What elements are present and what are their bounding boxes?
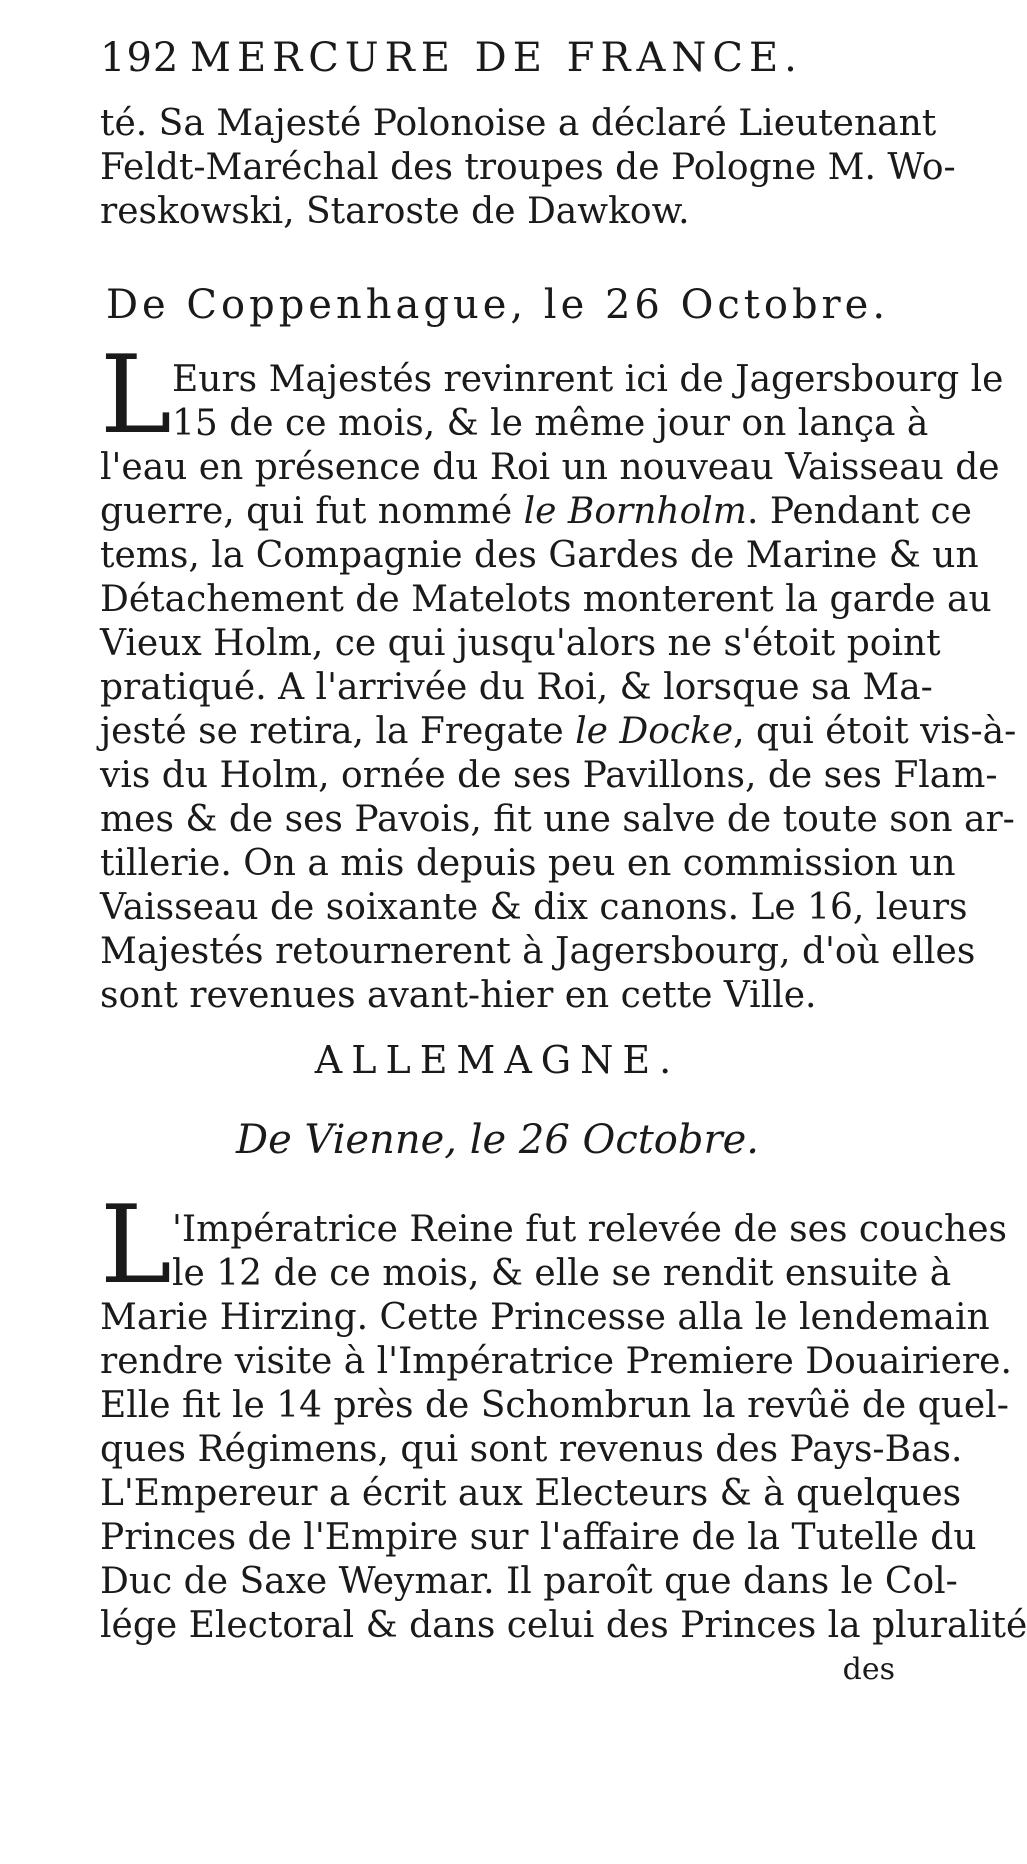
line-text: , qui étoit vis-à- [733,711,1017,752]
paragraph-line: Eurs Majestés revinrent ici de Jagersbourg le [172,359,1004,400]
paragraph-line: vis du Holm, ornée de ses Pavillons, de ses Flam- [100,755,998,796]
paragraph-line: Détachement de Matelots monterent la garde au [100,579,992,620]
paragraph-line: lége Electoral & dans celui des Princes la pluralité [100,1605,1027,1646]
line-text: . Pendant ce [746,491,972,532]
paragraph-line: L'Empereur a écrit aux Electeurs & à quelques [100,1473,962,1514]
ship-name: le Bornholm [523,491,747,532]
paragraph-line: sont revenues avant-hier en cette Ville. [100,975,817,1016]
paragraph-line: Elle fit le 14 près de Schombrun la revûë de quel- [100,1385,1009,1426]
intro-line: reskowski, Staroste de Dawkow. [100,191,690,232]
page-header [100,28,880,88]
section-heading-vienne: De Vienne, le 26 Octobre. [236,1117,759,1163]
paragraph-line: Vaisseau de soixante & dix canons. Le 16, leurs [100,887,968,928]
page-number: 192 [100,35,180,81]
paragraph-line: le 12 de ce mois, & elle se rendit ensuite à [172,1253,952,1294]
country-heading: ALLEMAGNE. [314,1038,681,1082]
paragraph-line [100,710,1017,754]
paragraph-line: Marie Hirzing. Cette Princesse alla le lendemain [100,1297,990,1338]
paragraph-line: ques Régimens, qui sont revenus des Pays-Bas. [100,1429,963,1470]
paragraph-line: pratiqué. A l'arrivée du Roi, & lorsque sa Ma- [100,667,933,708]
line-text: jesté se retira, la Fregate [100,711,576,752]
paragraph-line: 15 de ce mois, & le même jour on lança à [172,403,929,444]
line-text: guerre, qui fut nommé [100,491,524,532]
paragraph-line: rendre visite à l'Impératrice Premiere Douairiere. [100,1341,1012,1382]
paragraph-line [100,490,972,534]
paragraph-line: Majestés retournerent à Jagersbourg, d'où elles [100,931,976,972]
paragraph-line: l'eau en présence du Roi un nouveau Vaisseau de [100,447,1000,488]
paragraph-line: 'Impératrice Reine fut relevée de ses couches [172,1209,1008,1250]
paragraph-line: tillerie. On a mis depuis peu en commission un [100,843,956,884]
paragraph-line: Duc de Saxe Weymar. Il paroît que dans le Col- [100,1561,958,1602]
intro-line: Feldt-Maréchal des troupes de Pologne M. Wo- [100,147,956,188]
paragraph-line: Vieux Holm, ce qui jusqu'alors ne s'étoit point [100,623,941,664]
paragraph-line: mes & de ses Pavois, fit une salve de toute son ar- [100,799,1015,840]
running-head: MERCURE DE FRANCE. [190,35,803,81]
intro-line: té. Sa Majesté Polonoise a déclaré Lieutenant [100,103,937,144]
ship-name: le Docke [575,711,734,752]
drop-cap: L [100,1183,172,1308]
section-heading-copenhague: De Coppenhague, le 26 Octobre. [105,282,890,328]
catchword: des [842,1652,895,1687]
drop-cap: L [100,333,172,458]
paragraph-line: Princes de l'Empire sur l'affaire de la Tutelle du [100,1517,977,1558]
paragraph-line: tems, la Compagnie des Gardes de Marine & un [100,535,979,576]
